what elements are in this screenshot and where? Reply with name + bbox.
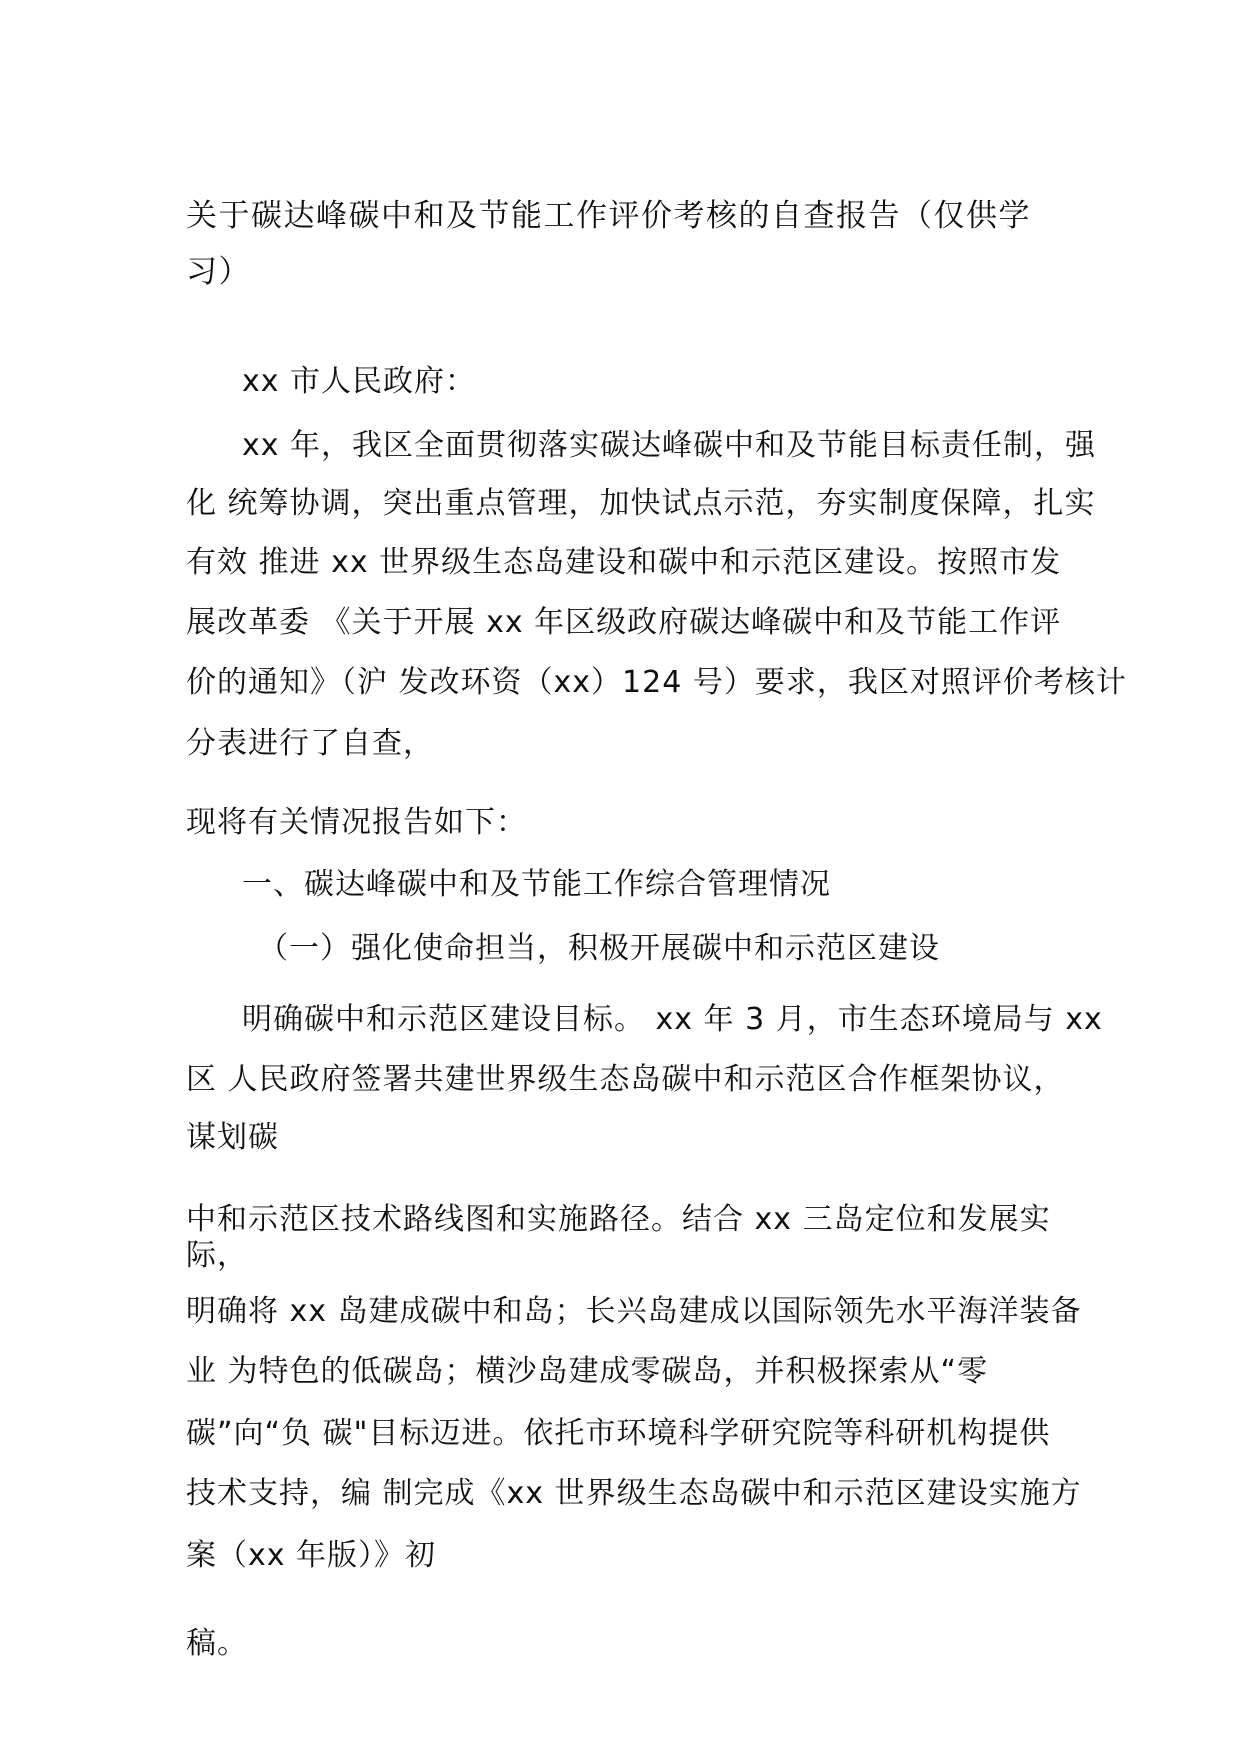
paragraph-1-line-1: xx 年，我区全面贯彻落实碳达峰碳中和及节能目标责任制，强 [242,428,1097,463]
paragraph-2-line-1: 明确碳中和示范区建设目标。 xx 年 3 月，市生态环境局与 xx [242,1002,1103,1037]
paragraph-4-line-5: 案（xx 年版）》初 [186,1538,437,1573]
paragraph-3-line-2: 际， [186,1238,248,1273]
paragraph-5-line-1: 稿。 [186,1626,248,1661]
paragraph-1-line-3: 有效 推进 xx 世界级生态岛建设和碳中和示范区建设。按照市发 [186,545,1062,580]
paragraph-4-line-2: 业 为特色的低碳岛；横沙岛建成零碳岛，并积极探索从“零 [186,1354,989,1389]
report-intro: 现将有关情况报告如下： [186,805,527,840]
paragraph-4-line-4: 技术支持，编 制完成《xx 世界级生态岛碳中和示范区建设实施方 [186,1476,1082,1511]
paragraph-2-line-3: 谋划碳 [186,1120,279,1155]
paragraph-3-line-1: 中和示范区技术路线图和实施路径。结合 xx 三岛定位和发展实 [186,1202,1051,1237]
paragraph-1-line-6: 分表进行了自查， [186,726,434,761]
paragraph-1-line-2: 化 统筹协调，突出重点管理，加快试点示范，夯实制度保障，扎实 [186,486,1096,521]
section-1-heading: 一、碳达峰碳中和及节能工作综合管理情况 [242,867,831,902]
paragraph-1-line-4: 展改革委 《关于开展 xx 年区级政府碳达峰碳中和及节能工作评 [186,605,1062,640]
paragraph-4-line-3: 碳”向“负 碳"目标迈进。依托市环境科学研究院等科研机构提供 [186,1416,1051,1451]
paragraph-4-line-1: 明确将 xx 岛建成碳中和岛；长兴岛建成以国际领先水平海洋装备 [186,1294,1082,1329]
salutation: xx 市人民政府： [242,364,477,399]
paragraph-1-line-5: 价的通知》（沪 发改环资（xx）124 号）要求，我区对照评价考核计 [186,665,1127,700]
subsection-1-heading: （一）强化使命担当，积极开展碳中和示范区建设 [258,931,940,966]
document-title-line-2: 习） [186,254,251,290]
document-title-line-1: 关于碳达峰碳中和及节能工作评价考核的自查报告（仅供学 [186,198,1031,234]
paragraph-2-line-2: 区 人民政府签署共建世界级生态岛碳中和示范区合作框架协议， [186,1062,1065,1097]
